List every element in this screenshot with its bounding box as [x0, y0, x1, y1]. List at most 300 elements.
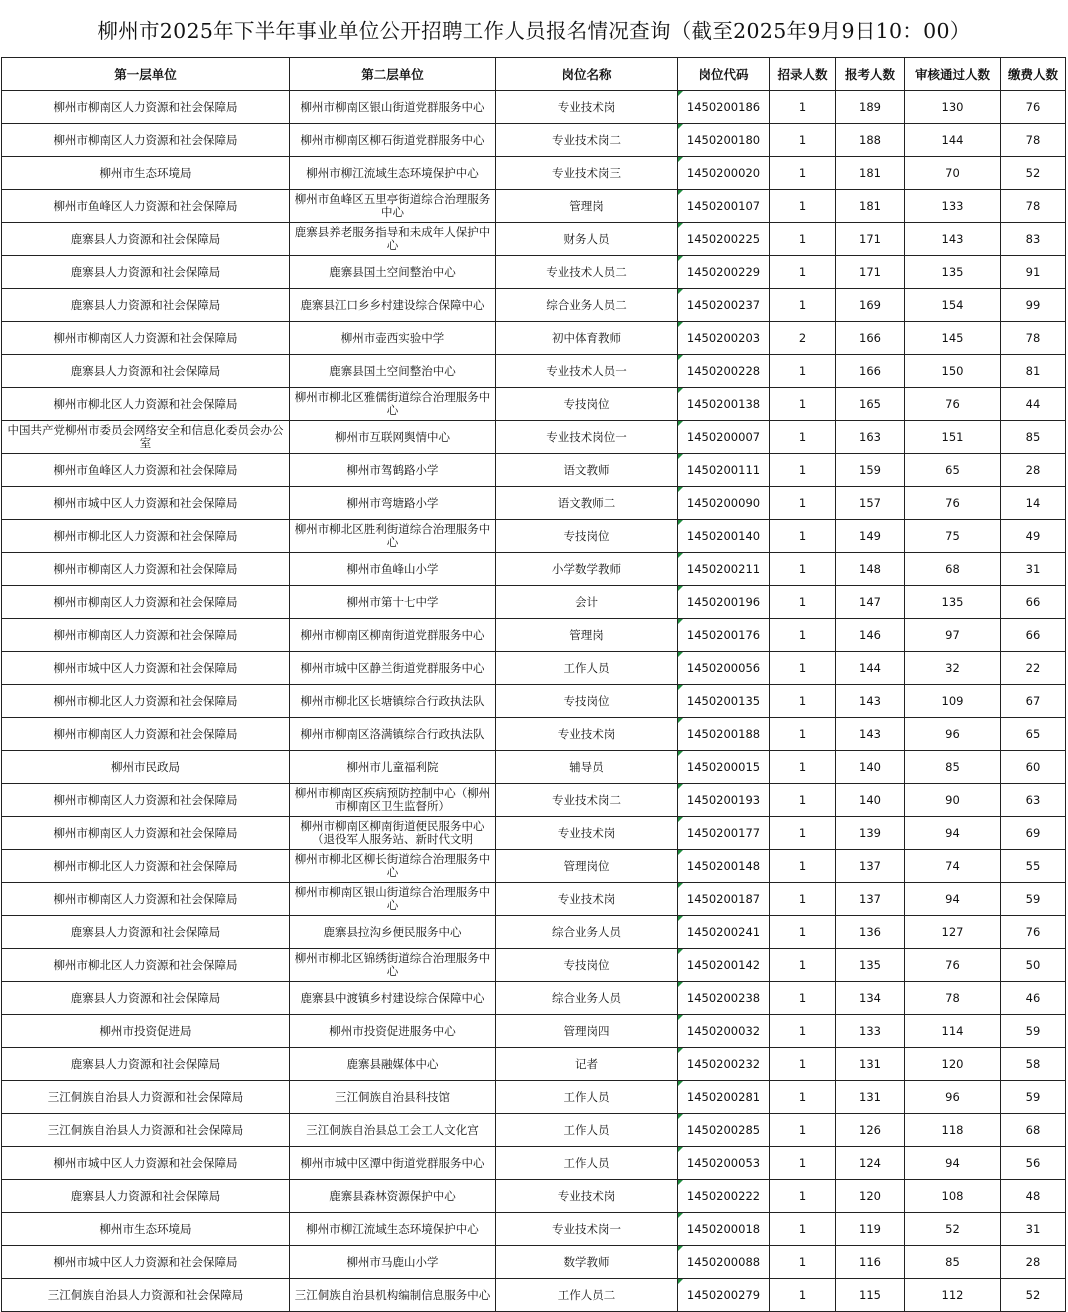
approved-count-cell: 96: [905, 718, 1001, 751]
first-unit-cell: 柳州市投资促进局: [2, 1015, 290, 1048]
hire-count-cell: 1: [770, 586, 836, 619]
position-name-cell: 专业技术岗: [496, 817, 678, 850]
applicant-count-cell: 166: [836, 322, 905, 355]
paid-count-cell: 68: [1001, 1114, 1066, 1147]
second-unit-cell: 柳州市柳北区胜利街道综合治理服务中心: [290, 520, 496, 553]
paid-count-cell: 55: [1001, 850, 1066, 883]
paid-count-cell: 60: [1001, 751, 1066, 784]
second-unit-cell: 柳州市柳江流域生态环境保护中心: [290, 157, 496, 190]
hire-count-cell: 1: [770, 487, 836, 520]
second-unit-cell: 鹿寨县养老服务指导和未成年人保护中心: [290, 223, 496, 256]
header-position-code: 岗位代码: [678, 58, 770, 91]
hire-count-cell: 1: [770, 751, 836, 784]
table-row: [2, 322, 1066, 355]
second-unit-cell: 鹿寨县国土空间整治中心: [290, 256, 496, 289]
hire-count-cell: 1: [770, 1180, 836, 1213]
hire-count-cell: 1: [770, 1213, 836, 1246]
first-unit-cell: 柳州市城中区人力资源和社会保障局: [2, 1147, 290, 1180]
table-row: [2, 685, 1066, 718]
position-code-cell: 1450200135: [678, 685, 770, 718]
paid-count-cell: 78: [1001, 124, 1066, 157]
second-unit-cell: 鹿寨县国土空间整治中心: [290, 355, 496, 388]
paid-count-cell: 63: [1001, 784, 1066, 817]
table-row: [2, 1147, 1066, 1180]
table-row: [2, 520, 1066, 553]
hire-count-cell: 1: [770, 1246, 836, 1279]
approved-count-cell: 114: [905, 1015, 1001, 1048]
hire-count-cell: 1: [770, 256, 836, 289]
table-row: [2, 1015, 1066, 1048]
paid-count-cell: 31: [1001, 1213, 1066, 1246]
position-code-cell: 1450200225: [678, 223, 770, 256]
paid-count-cell: 66: [1001, 586, 1066, 619]
second-unit-cell: 柳州市柳南区疾病预防控制中心（柳州市柳南区卫生监督所）: [290, 784, 496, 817]
table-row: [2, 421, 1066, 454]
table-body: [2, 91, 1066, 1312]
hire-count-cell: 1: [770, 1048, 836, 1081]
approved-count-cell: 68: [905, 553, 1001, 586]
hire-count-cell: 1: [770, 355, 836, 388]
second-unit-cell: 柳州市柳北区雅儒街道综合治理服务中心: [290, 388, 496, 421]
header-applicant-count: 报考人数: [836, 58, 905, 91]
approved-count-cell: 145: [905, 322, 1001, 355]
first-unit-cell: 柳州市柳南区人力资源和社会保障局: [2, 553, 290, 586]
paid-count-cell: 66: [1001, 619, 1066, 652]
table-row: [2, 619, 1066, 652]
hire-count-cell: 1: [770, 1015, 836, 1048]
hire-count-cell: 1: [770, 289, 836, 322]
second-unit-cell: 柳州市柳江流域生态环境保护中心: [290, 1213, 496, 1246]
second-unit-cell: 柳州市弯塘路小学: [290, 487, 496, 520]
applicant-count-cell: 124: [836, 1147, 905, 1180]
position-name-cell: 综合业务人员二: [496, 289, 678, 322]
header-position-name: 岗位名称: [496, 58, 678, 91]
paid-count-cell: 69: [1001, 817, 1066, 850]
applicant-count-cell: 146: [836, 619, 905, 652]
table-row: [2, 652, 1066, 685]
position-name-cell: 辅导员: [496, 751, 678, 784]
table-header: [2, 58, 1066, 91]
approved-count-cell: 65: [905, 454, 1001, 487]
approved-count-cell: 32: [905, 652, 1001, 685]
table-row: [2, 982, 1066, 1015]
second-unit-cell: 柳州市柳南区银山街道综合治理服务中心: [290, 883, 496, 916]
approved-count-cell: 135: [905, 586, 1001, 619]
position-name-cell: 专技岗位: [496, 520, 678, 553]
first-unit-cell: 鹿寨县人力资源和社会保障局: [2, 223, 290, 256]
hire-count-cell: 1: [770, 685, 836, 718]
position-name-cell: 专业技术岗: [496, 718, 678, 751]
hire-count-cell: 1: [770, 1114, 836, 1147]
position-name-cell: 管理岗位: [496, 850, 678, 883]
hire-count-cell: 1: [770, 190, 836, 223]
approved-count-cell: 94: [905, 883, 1001, 916]
table-row: [2, 850, 1066, 883]
paid-count-cell: 65: [1001, 718, 1066, 751]
table-row: [2, 553, 1066, 586]
applicant-count-cell: 147: [836, 586, 905, 619]
position-name-cell: 专业技术人员一: [496, 355, 678, 388]
paid-count-cell: 44: [1001, 388, 1066, 421]
registration-table: [1, 57, 1066, 1312]
paid-count-cell: 58: [1001, 1048, 1066, 1081]
paid-count-cell: 78: [1001, 190, 1066, 223]
second-unit-cell: 柳州市柳南区柳南街道党群服务中心: [290, 619, 496, 652]
first-unit-cell: 柳州市柳北区人力资源和社会保障局: [2, 949, 290, 982]
position-code-cell: 1450200279: [678, 1279, 770, 1312]
position-code-cell: 1450200018: [678, 1213, 770, 1246]
table-row: [2, 1081, 1066, 1114]
position-name-cell: 专业技术岗二: [496, 784, 678, 817]
position-code-cell: 1450200211: [678, 553, 770, 586]
approved-count-cell: 130: [905, 91, 1001, 124]
first-unit-cell: 柳州市柳南区人力资源和社会保障局: [2, 586, 290, 619]
paid-count-cell: 91: [1001, 256, 1066, 289]
second-unit-cell: 三江侗族自治县总工会工人文化宫: [290, 1114, 496, 1147]
hire-count-cell: 1: [770, 652, 836, 685]
table-row: [2, 289, 1066, 322]
position-code-cell: 1450200088: [678, 1246, 770, 1279]
header-row: [2, 58, 1066, 91]
paid-count-cell: 52: [1001, 1279, 1066, 1312]
approved-count-cell: 85: [905, 1246, 1001, 1279]
first-unit-cell: 柳州市城中区人力资源和社会保障局: [2, 652, 290, 685]
table-row: [2, 883, 1066, 916]
approved-count-cell: 94: [905, 1147, 1001, 1180]
position-code-cell: 1450200187: [678, 883, 770, 916]
hire-count-cell: 1: [770, 949, 836, 982]
position-code-cell: 1450200238: [678, 982, 770, 1015]
position-code-cell: 1450200142: [678, 949, 770, 982]
second-unit-cell: 柳州市驾鹤路小学: [290, 454, 496, 487]
second-unit-cell: 柳州市鱼峰山小学: [290, 553, 496, 586]
first-unit-cell: 柳州市柳南区人力资源和社会保障局: [2, 619, 290, 652]
position-name-cell: 专业技术岗二: [496, 124, 678, 157]
table-row: [2, 1114, 1066, 1147]
approved-count-cell: 154: [905, 289, 1001, 322]
position-code-cell: 1450200193: [678, 784, 770, 817]
approved-count-cell: 74: [905, 850, 1001, 883]
approved-count-cell: 144: [905, 124, 1001, 157]
position-code-cell: 1450200020: [678, 157, 770, 190]
approved-count-cell: 90: [905, 784, 1001, 817]
second-unit-cell: 鹿寨县拉沟乡便民服务中心: [290, 916, 496, 949]
hire-count-cell: 1: [770, 718, 836, 751]
applicant-count-cell: 131: [836, 1081, 905, 1114]
applicant-count-cell: 169: [836, 289, 905, 322]
second-unit-cell: 柳州市柳北区锦绣街道综合治理服务中心: [290, 949, 496, 982]
first-unit-cell: 鹿寨县人力资源和社会保障局: [2, 1048, 290, 1081]
applicant-count-cell: 181: [836, 190, 905, 223]
applicant-count-cell: 137: [836, 850, 905, 883]
position-code-cell: 1450200107: [678, 190, 770, 223]
paid-count-cell: 81: [1001, 355, 1066, 388]
first-unit-cell: 柳州市柳南区人力资源和社会保障局: [2, 91, 290, 124]
position-code-cell: 1450200176: [678, 619, 770, 652]
position-name-cell: 专业技术岗位一: [496, 421, 678, 454]
header-hire-count: 招录人数: [770, 58, 836, 91]
table-row: [2, 1246, 1066, 1279]
position-name-cell: 专技岗位: [496, 388, 678, 421]
first-unit-cell: 柳州市生态环境局: [2, 157, 290, 190]
paid-count-cell: 59: [1001, 883, 1066, 916]
applicant-count-cell: 165: [836, 388, 905, 421]
paid-count-cell: 76: [1001, 91, 1066, 124]
first-unit-cell: 柳州市柳南区人力资源和社会保障局: [2, 124, 290, 157]
first-unit-cell: 鹿寨县人力资源和社会保障局: [2, 916, 290, 949]
applicant-count-cell: 143: [836, 718, 905, 751]
position-code-cell: 1450200186: [678, 91, 770, 124]
paid-count-cell: 83: [1001, 223, 1066, 256]
header-second-unit: 第二层单位: [290, 58, 496, 91]
first-unit-cell: 鹿寨县人力资源和社会保障局: [2, 289, 290, 322]
first-unit-cell: 柳州市生态环境局: [2, 1213, 290, 1246]
first-unit-cell: 柳州市城中区人力资源和社会保障局: [2, 1246, 290, 1279]
applicant-count-cell: 116: [836, 1246, 905, 1279]
position-code-cell: 1450200007: [678, 421, 770, 454]
first-unit-cell: 柳州市城中区人力资源和社会保障局: [2, 487, 290, 520]
first-unit-cell: 柳州市柳北区人力资源和社会保障局: [2, 520, 290, 553]
second-unit-cell: 柳州市柳南区柳南街道便民服务中心（退役军人服务站、新时代文明: [290, 817, 496, 850]
applicant-count-cell: 140: [836, 784, 905, 817]
hire-count-cell: 1: [770, 817, 836, 850]
second-unit-cell: 柳州市第十七中学: [290, 586, 496, 619]
paid-count-cell: 67: [1001, 685, 1066, 718]
applicant-count-cell: 181: [836, 157, 905, 190]
applicant-count-cell: 120: [836, 1180, 905, 1213]
paid-count-cell: 31: [1001, 553, 1066, 586]
position-code-cell: 1450200056: [678, 652, 770, 685]
position-code-cell: 1450200241: [678, 916, 770, 949]
position-name-cell: 工作人员: [496, 1081, 678, 1114]
position-code-cell: 1450200032: [678, 1015, 770, 1048]
second-unit-cell: 柳州市柳北区长塘镇综合行政执法队: [290, 685, 496, 718]
paid-count-cell: 76: [1001, 916, 1066, 949]
position-code-cell: 1450200188: [678, 718, 770, 751]
first-unit-cell: 柳州市柳南区人力资源和社会保障局: [2, 322, 290, 355]
hire-count-cell: 1: [770, 421, 836, 454]
applicant-count-cell: 157: [836, 487, 905, 520]
table-row: [2, 91, 1066, 124]
paid-count-cell: 59: [1001, 1081, 1066, 1114]
first-unit-cell: 三江侗族自治县人力资源和社会保障局: [2, 1114, 290, 1147]
position-name-cell: 管理岗: [496, 619, 678, 652]
first-unit-cell: 柳州市柳南区人力资源和社会保障局: [2, 718, 290, 751]
applicant-count-cell: 126: [836, 1114, 905, 1147]
paid-count-cell: 78: [1001, 322, 1066, 355]
applicant-count-cell: 148: [836, 553, 905, 586]
position-name-cell: 专业技术岗三: [496, 157, 678, 190]
paid-count-cell: 59: [1001, 1015, 1066, 1048]
position-code-cell: 1450200140: [678, 520, 770, 553]
hire-count-cell: 1: [770, 553, 836, 586]
applicant-count-cell: 135: [836, 949, 905, 982]
hire-count-cell: 1: [770, 223, 836, 256]
first-unit-cell: 鹿寨县人力资源和社会保障局: [2, 1180, 290, 1213]
hire-count-cell: 1: [770, 1147, 836, 1180]
position-name-cell: 财务人员: [496, 223, 678, 256]
first-unit-cell: 三江侗族自治县人力资源和社会保障局: [2, 1279, 290, 1312]
table-row: [2, 1048, 1066, 1081]
applicant-count-cell: 171: [836, 256, 905, 289]
paid-count-cell: 56: [1001, 1147, 1066, 1180]
position-code-cell: 1450200203: [678, 322, 770, 355]
first-unit-cell: 柳州市柳北区人力资源和社会保障局: [2, 685, 290, 718]
hire-count-cell: 1: [770, 883, 836, 916]
first-unit-cell: 鹿寨县人力资源和社会保障局: [2, 982, 290, 1015]
applicant-count-cell: 149: [836, 520, 905, 553]
applicant-count-cell: 159: [836, 454, 905, 487]
second-unit-cell: 柳州市柳南区柳石街道党群服务中心: [290, 124, 496, 157]
second-unit-cell: 鹿寨县江口乡乡村建设综合保障中心: [290, 289, 496, 322]
second-unit-cell: 柳州市儿童福利院: [290, 751, 496, 784]
approved-count-cell: 120: [905, 1048, 1001, 1081]
approved-count-cell: 76: [905, 388, 1001, 421]
applicant-count-cell: 166: [836, 355, 905, 388]
hire-count-cell: 1: [770, 850, 836, 883]
hire-count-cell: 1: [770, 454, 836, 487]
applicant-count-cell: 143: [836, 685, 905, 718]
hire-count-cell: 1: [770, 1081, 836, 1114]
table-row: [2, 586, 1066, 619]
paid-count-cell: 85: [1001, 421, 1066, 454]
second-unit-cell: 鹿寨县融媒体中心: [290, 1048, 496, 1081]
position-name-cell: 专业技术岗一: [496, 1213, 678, 1246]
position-code-cell: 1450200090: [678, 487, 770, 520]
position-code-cell: 1450200281: [678, 1081, 770, 1114]
position-name-cell: 综合业务人员: [496, 916, 678, 949]
first-unit-cell: 中国共产党柳州市委员会网络安全和信息化委员会办公室: [2, 421, 290, 454]
position-code-cell: 1450200148: [678, 850, 770, 883]
applicant-count-cell: 144: [836, 652, 905, 685]
table-row: [2, 388, 1066, 421]
hire-count-cell: 2: [770, 322, 836, 355]
hire-count-cell: 1: [770, 619, 836, 652]
position-name-cell: 专业技术人员二: [496, 256, 678, 289]
applicant-count-cell: 115: [836, 1279, 905, 1312]
position-name-cell: 会计: [496, 586, 678, 619]
paid-count-cell: 49: [1001, 520, 1066, 553]
applicant-count-cell: 134: [836, 982, 905, 1015]
position-code-cell: 1450200177: [678, 817, 770, 850]
applicant-count-cell: 139: [836, 817, 905, 850]
hire-count-cell: 1: [770, 388, 836, 421]
paid-count-cell: 46: [1001, 982, 1066, 1015]
table-row: [2, 1213, 1066, 1246]
second-unit-cell: 柳州市鱼峰区五里亭街道综合治理服务中心: [290, 190, 496, 223]
position-name-cell: 记者: [496, 1048, 678, 1081]
table-row: [2, 751, 1066, 784]
paid-count-cell: 28: [1001, 1246, 1066, 1279]
applicant-count-cell: 133: [836, 1015, 905, 1048]
table-row: [2, 223, 1066, 256]
table-row: [2, 190, 1066, 223]
approved-count-cell: 78: [905, 982, 1001, 1015]
first-unit-cell: 柳州市柳北区人力资源和社会保障局: [2, 850, 290, 883]
second-unit-cell: 鹿寨县中渡镇乡村建设综合保障中心: [290, 982, 496, 1015]
paid-count-cell: 52: [1001, 157, 1066, 190]
first-unit-cell: 柳州市鱼峰区人力资源和社会保障局: [2, 454, 290, 487]
applicant-count-cell: 140: [836, 751, 905, 784]
first-unit-cell: 柳州市柳北区人力资源和社会保障局: [2, 388, 290, 421]
hire-count-cell: 1: [770, 157, 836, 190]
second-unit-cell: 柳州市互联网舆情中心: [290, 421, 496, 454]
position-name-cell: 语文教师: [496, 454, 678, 487]
header-approved-count: 审核通过人数: [905, 58, 1001, 91]
second-unit-cell: 柳州市柳南区洛满镇综合行政执法队: [290, 718, 496, 751]
position-code-cell: 1450200237: [678, 289, 770, 322]
position-name-cell: 管理岗: [496, 190, 678, 223]
table-row: [2, 157, 1066, 190]
paid-count-cell: 50: [1001, 949, 1066, 982]
approved-count-cell: 85: [905, 751, 1001, 784]
hire-count-cell: 1: [770, 916, 836, 949]
position-code-cell: 1450200111: [678, 454, 770, 487]
position-name-cell: 专业技术岗: [496, 883, 678, 916]
applicant-count-cell: 189: [836, 91, 905, 124]
first-unit-cell: 柳州市鱼峰区人力资源和社会保障局: [2, 190, 290, 223]
approved-count-cell: 135: [905, 256, 1001, 289]
header-paid-count: 缴费人数: [1001, 58, 1066, 91]
applicant-count-cell: 119: [836, 1213, 905, 1246]
position-name-cell: 语文教师二: [496, 487, 678, 520]
table-row: [2, 256, 1066, 289]
second-unit-cell: 柳州市壶西实验中学: [290, 322, 496, 355]
table-row: [2, 124, 1066, 157]
position-name-cell: 小学数学教师: [496, 553, 678, 586]
position-code-cell: 1450200015: [678, 751, 770, 784]
second-unit-cell: 三江侗族自治县机构编制信息服务中心: [290, 1279, 496, 1312]
approved-count-cell: 52: [905, 1213, 1001, 1246]
paid-count-cell: 99: [1001, 289, 1066, 322]
approved-count-cell: 76: [905, 487, 1001, 520]
position-name-cell: 工作人员: [496, 1147, 678, 1180]
table-row: [2, 916, 1066, 949]
applicant-count-cell: 163: [836, 421, 905, 454]
approved-count-cell: 108: [905, 1180, 1001, 1213]
second-unit-cell: 柳州市城中区静兰街道党群服务中心: [290, 652, 496, 685]
second-unit-cell: 柳州市投资促进服务中心: [290, 1015, 496, 1048]
paid-count-cell: 48: [1001, 1180, 1066, 1213]
first-unit-cell: 柳州市柳南区人力资源和社会保障局: [2, 883, 290, 916]
hire-count-cell: 1: [770, 124, 836, 157]
position-name-cell: 专技岗位: [496, 685, 678, 718]
approved-count-cell: 143: [905, 223, 1001, 256]
approved-count-cell: 75: [905, 520, 1001, 553]
position-code-cell: 1450200138: [678, 388, 770, 421]
approved-count-cell: 133: [905, 190, 1001, 223]
hire-count-cell: 1: [770, 982, 836, 1015]
first-unit-cell: 鹿寨县人力资源和社会保障局: [2, 256, 290, 289]
position-name-cell: 数学教师: [496, 1246, 678, 1279]
approved-count-cell: 151: [905, 421, 1001, 454]
first-unit-cell: 柳州市柳南区人力资源和社会保障局: [2, 817, 290, 850]
position-code-cell: 1450200232: [678, 1048, 770, 1081]
approved-count-cell: 70: [905, 157, 1001, 190]
position-name-cell: 初中体育教师: [496, 322, 678, 355]
approved-count-cell: 109: [905, 685, 1001, 718]
table-row: [2, 817, 1066, 850]
header-first-unit: 第一层单位: [2, 58, 290, 91]
position-code-cell: 1450200180: [678, 124, 770, 157]
position-name-cell: 工作人员: [496, 1114, 678, 1147]
position-code-cell: 1450200229: [678, 256, 770, 289]
paid-count-cell: 28: [1001, 454, 1066, 487]
hire-count-cell: 1: [770, 520, 836, 553]
approved-count-cell: 94: [905, 817, 1001, 850]
applicant-count-cell: 137: [836, 883, 905, 916]
applicant-count-cell: 131: [836, 1048, 905, 1081]
